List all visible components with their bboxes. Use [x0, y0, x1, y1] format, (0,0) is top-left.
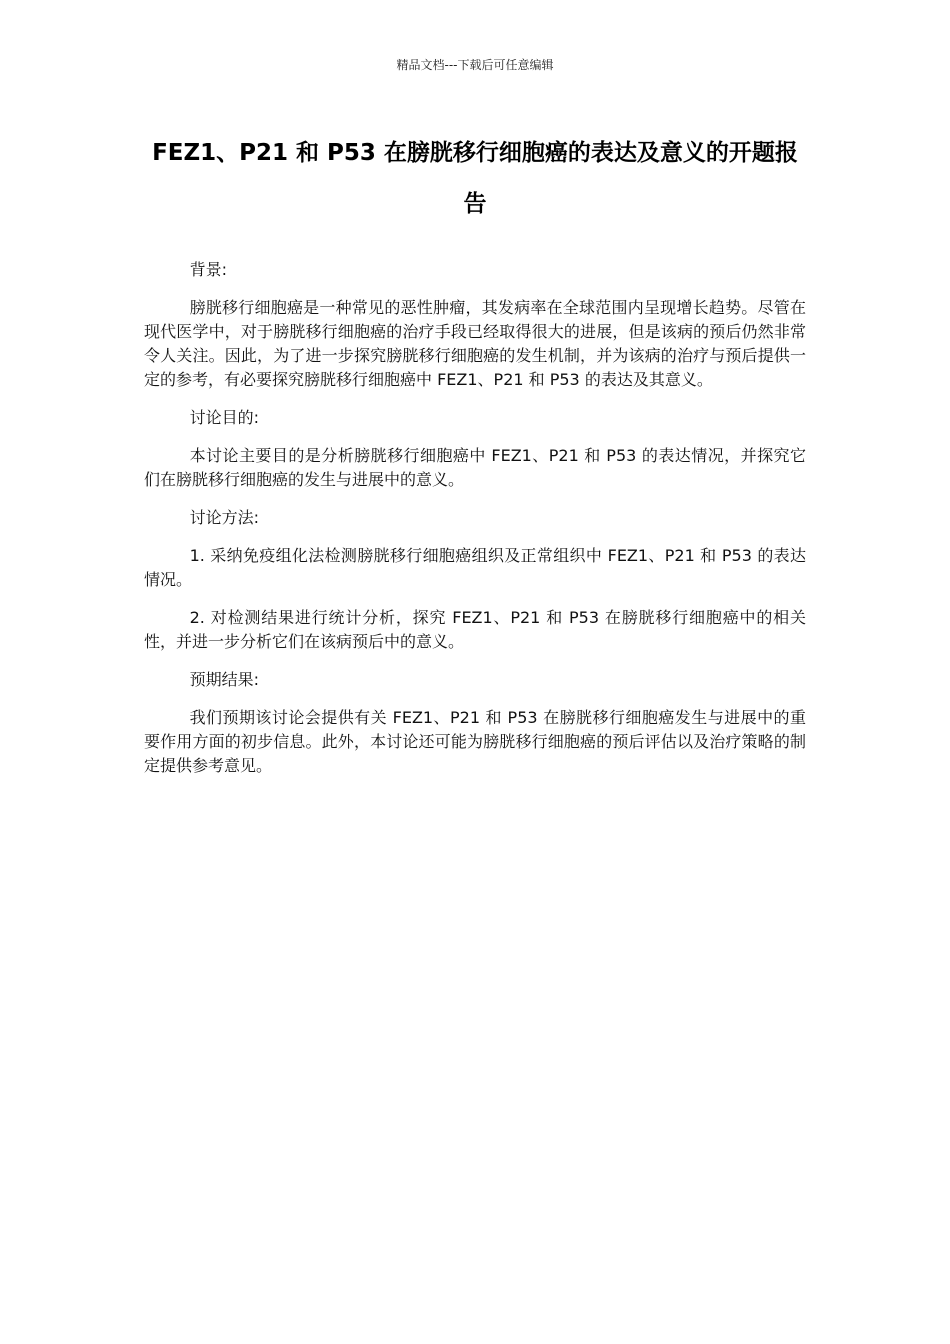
- method-item-2: 2. 对检测结果进行统计分析，探究 FEZ1、P21 和 P53 在膀胱移行细胞癌中的相关性，并进一步分析它们在该病预后中的意义。: [144, 608, 806, 651]
- document-title: FEZ1、P21 和 P53 在膀胱移行细胞癌的表达及意义的开题报告: [152, 140, 798, 217]
- purpose-heading: 讨论目的:: [189, 408, 259, 427]
- method-heading: 讨论方法:: [189, 508, 259, 527]
- expected-paragraph: 我们预期该讨论会提供有关 FEZ1、P21 和 P53 在膀胱移行细胞癌发生与进展中的重要作用方面的初步信息。此外，本讨论还可能为膀胱移行细胞癌的预后评估以及治疗策略的制定提供参考意见。: [144, 708, 806, 775]
- purpose-paragraph: 本讨论主要目的是分析膀胱移行细胞癌中 FEZ1、P21 和 P53 的表达情况，并探究它们在膀胱移行细胞癌的发生与进展中的意义。: [144, 446, 806, 489]
- background-heading: 背景:: [189, 260, 227, 279]
- expected-heading: 预期结果:: [189, 670, 259, 689]
- background-paragraph: 膀胱移行细胞癌是一种常见的恶性肿瘤，其发病率在全球范围内呈现增长趋势。尽管在现代医学中，对于膀胱移行细胞癌的治疗手段已经取得很大的进展，但是该病的预后仍然非常令人关注。因此，为了进一步探究膀胱移行细胞癌的发生机制，并为该病的治疗与预后提供一定的参考，有必要探究膀胱移行细胞癌中 FEZ1、P21 和 P53 的表达及其意义。: [144, 298, 806, 389]
- header-note: 精品文档---下载后可任意编辑: [396, 58, 554, 72]
- method-item-1: 1. 采纳免疫组化法检测膀胱移行细胞癌组织及正常组织中 FEZ1、P21 和 P53 的表达情况。: [144, 546, 806, 589]
- document-body: [144, 258, 806, 792]
